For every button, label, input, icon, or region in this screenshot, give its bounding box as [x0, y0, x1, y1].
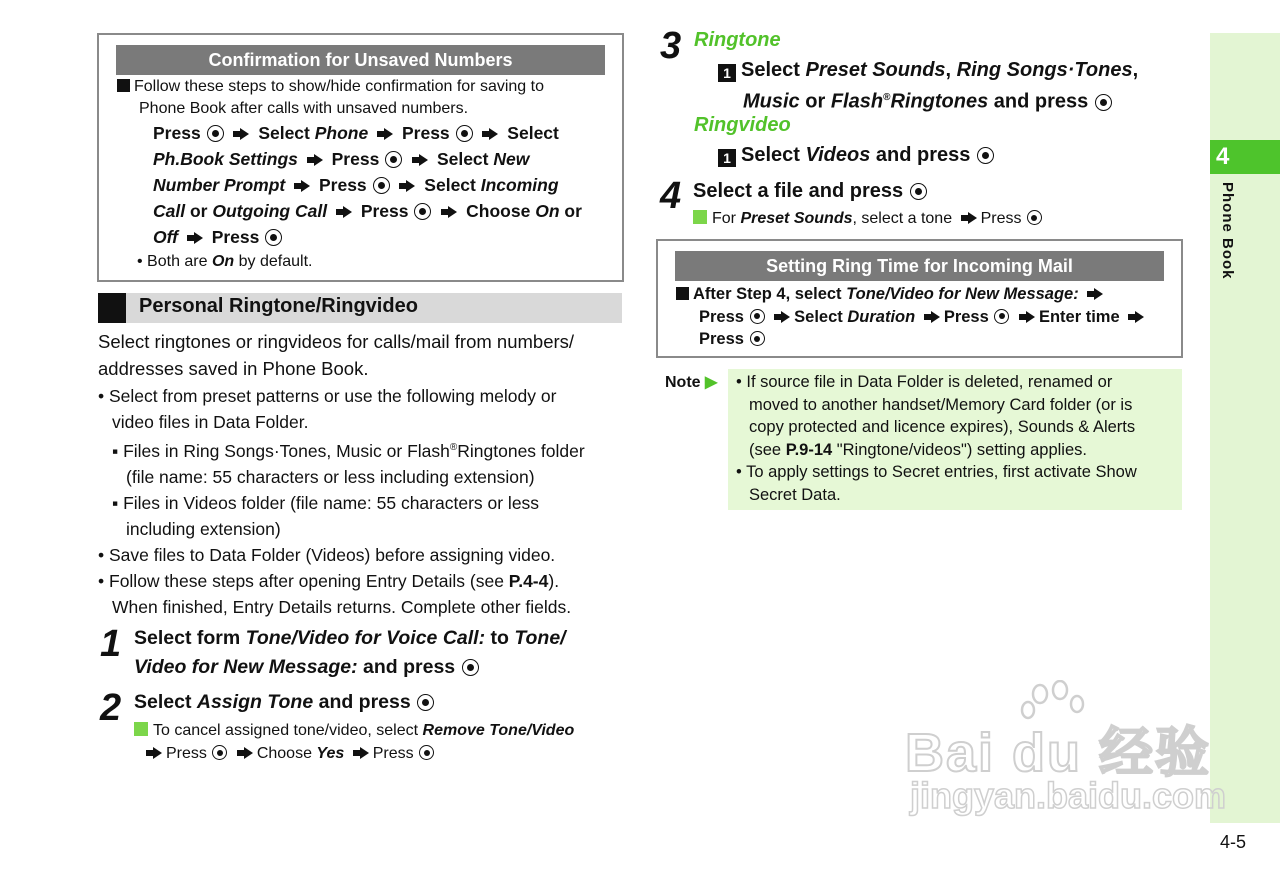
arrow-icon [240, 128, 249, 140]
arrow-icon [419, 154, 428, 166]
section-bullets: • Select from preset patterns or use the following melody or video files in Data Folder. ▪ Files in Ring Songs·Tones, Music or Flash®Ringtones folder (file name: 55 characters or less including extension) ▪ Files in Videos folder (file name: 55 characters or less including extension) • Save files to Data Folder (Videos) before assigning video. • Follow these steps after opening Entry Details (see P.4-4). When finished, Entry Details returns. Complete other fields. [98, 386, 585, 617]
center-key-icon [265, 229, 282, 246]
step-3-ringvideo-label: Ringvideo [694, 114, 791, 136]
ring-time-box [656, 239, 1183, 358]
arrow-icon [1026, 311, 1035, 323]
arrow-icon [244, 747, 253, 759]
section-title: Personal Ringtone/Ringvideo [139, 295, 418, 317]
center-key-icon [750, 331, 765, 346]
arrow-icon [1135, 311, 1144, 323]
arrow-icon [781, 311, 790, 323]
center-key-icon [750, 309, 765, 324]
arrow-icon [489, 128, 498, 140]
arrow-icon [301, 180, 310, 192]
ring-time-box-title: Setting Ring Time for Incoming Mail [675, 251, 1164, 281]
section-header [98, 293, 622, 323]
center-key-icon [385, 151, 402, 168]
sub-step-number: 1 [718, 64, 736, 82]
step-4-title: Select a file and press [693, 177, 928, 205]
center-key-icon [910, 183, 927, 200]
note-square-icon [693, 210, 707, 224]
arrow-icon [360, 747, 369, 759]
arrow-icon [384, 128, 393, 140]
arrow-icon [314, 154, 323, 166]
center-key-icon [212, 745, 227, 760]
step-3-ringtone-text: 1 Select Preset Sounds, Ring Songs·Tones, Music or Flash®Ringtones and press [718, 56, 1138, 116]
bullet-square-icon [676, 287, 689, 300]
note-box: • If source file in Data Folder is deleted, renamed or moved to another handset/Memory Card folder (or is copy protected and licence expires), Sounds & Alerts (see P.9-14 "Ringtone/videos") setting applies. • To apply settings to Secret entries, first activate Show Secret Data. [728, 369, 1182, 510]
confirmation-intro: Follow these steps to show/hide confirmation for saving to Phone Book after calls with unsaved numbers. [117, 76, 544, 120]
center-key-icon [417, 694, 434, 711]
note-label: Note ▶ [665, 374, 718, 391]
center-key-icon [1095, 94, 1112, 111]
ring-time-steps: After Step 4, select Tone/Video for New Message: Press Select Duration Press Enter time Press [676, 283, 1148, 351]
section-intro: Select ringtones or ringvideos for calls/mail from numbers/ addresses saved in Phone Book. [98, 331, 575, 379]
bullet-square-icon [117, 79, 130, 92]
note-square-icon [134, 722, 148, 736]
arrow-icon [931, 311, 940, 323]
center-key-icon [373, 177, 390, 194]
arrow-icon [1094, 288, 1103, 300]
arrow-icon [194, 232, 203, 244]
sub-step-number: 1 [718, 149, 736, 167]
step-2-number: 2 [100, 687, 122, 729]
arrow-icon [448, 206, 457, 218]
step-1-number: 1 [100, 623, 122, 665]
center-key-icon [456, 125, 473, 142]
center-key-icon [462, 659, 479, 676]
center-key-icon [414, 203, 431, 220]
step-4-number: 4 [660, 175, 682, 217]
step-1-text: Select form Tone/Video for Voice Call: to Tone/ Video for New Message: and press [134, 627, 566, 678]
arrow-icon [153, 747, 162, 759]
paw-icon [1020, 680, 1090, 750]
arrow-icon [406, 180, 415, 192]
center-key-icon [1027, 210, 1042, 225]
center-key-icon [994, 309, 1009, 324]
confirmation-box [97, 33, 624, 282]
arrow-icon [968, 212, 977, 224]
confirmation-note: • Both are On by default. [137, 253, 313, 270]
confirmation-steps: Press Select Phone Press Select Ph.Book Settings Press Select New Number Prompt Press Select Incoming Call or Outgoing Call Press Choose On or Off Press [153, 123, 582, 247]
watermark-url: jingyan.baidu.com [910, 775, 1227, 816]
center-key-icon [977, 147, 994, 164]
note-triangle-icon: ▶ [705, 374, 718, 391]
step-3-number: 3 [660, 25, 682, 67]
chapter-tab[interactable] [1210, 140, 1280, 174]
chapter-label: Phone Book [1219, 182, 1236, 280]
step-3-ringtone-label: Ringtone [694, 29, 781, 51]
watermark-brand: Bai du 经验 [905, 723, 1212, 783]
arrow-icon [343, 206, 352, 218]
section-marker [98, 293, 126, 323]
page-number: 4-5 [1220, 832, 1247, 852]
step-4-note: For Preset Sounds, select a tone Press [693, 207, 1043, 230]
step-2-text: Select Assign Tone and press [134, 688, 435, 717]
center-key-icon [419, 745, 434, 760]
chapter-number: 4 [1216, 143, 1230, 170]
step-2-note: To cancel assigned tone/video, select Remove Tone/Video Press Choose Yes Press [134, 719, 574, 765]
confirmation-box-title: Confirmation for Unsaved Numbers [116, 45, 605, 75]
step-3-ringvideo-text: 1 Select Videos and press [718, 141, 995, 169]
center-key-icon [207, 125, 224, 142]
